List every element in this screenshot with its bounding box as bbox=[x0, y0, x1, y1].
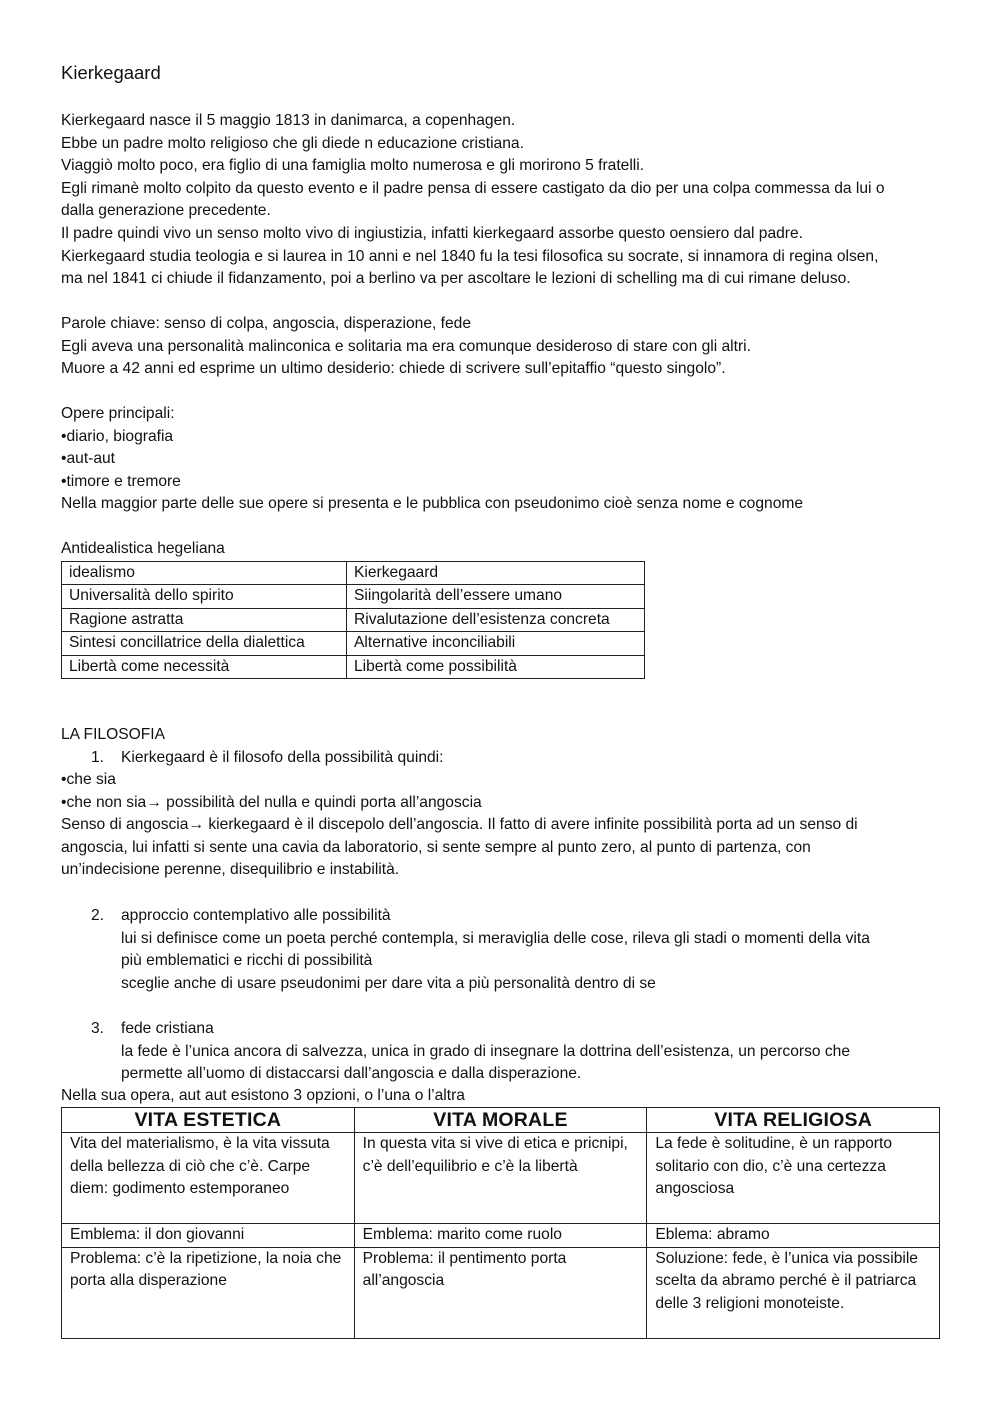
table-cell: Problema: c’è la ripetizione, la noia che porta alla disperazione bbox=[62, 1247, 355, 1338]
text-line: più emblematici e ricchi di possibilità bbox=[121, 952, 373, 970]
list-item-text: possibilità del nulla e quindi porta all’angoscia bbox=[161, 793, 482, 811]
list-item-text: che non sia bbox=[66, 793, 147, 811]
table-cell: Eblema: abramo bbox=[647, 1224, 940, 1248]
options-line: Nella sua opera, aut aut esistono 3 opzioni, o l’una o l’altra bbox=[61, 1087, 465, 1104]
numbered-item-2 bbox=[61, 905, 941, 995]
item-text: Kierkegaard è il filosofo della possibilità quindi: bbox=[121, 749, 444, 766]
table-cell: idealismo bbox=[62, 562, 347, 585]
text-line bbox=[61, 814, 941, 837]
column-header: VITA RELIGIOSA bbox=[647, 1108, 940, 1133]
text-line: Parole chiave: senso di colpa, angoscia, disperazione, fede bbox=[61, 315, 472, 332]
table-row bbox=[62, 1224, 940, 1248]
table-cell: Problema: il pentimento porta all’angoscia bbox=[354, 1247, 647, 1338]
table-header-row bbox=[62, 1108, 940, 1133]
item-title: approccio contemplativo alle possibilità bbox=[121, 907, 391, 924]
table-cell: Universalità dello spirito bbox=[62, 585, 347, 608]
list-item: • timore e tremore bbox=[61, 471, 941, 494]
table-row bbox=[62, 655, 645, 678]
text-line: la fede è l’unica ancora di salvezza, unica in grado di insegnare la dottrina dell’esistenza, un percorso che bbox=[121, 1042, 851, 1060]
table-cell: Alternative inconciliabili bbox=[347, 632, 645, 655]
works-heading: Opere principali: bbox=[61, 405, 175, 422]
text-line: ma nel 1841 ci chiude il fidanzamento, poi a berlino va per ascoltare le lezioni di schelling ma di cui rimane deluso. bbox=[61, 270, 851, 288]
possibility-list bbox=[61, 769, 941, 882]
column-header: VITA MORALE bbox=[354, 1108, 647, 1133]
table-cell: Rivalutazione dell’esistenza concreta bbox=[347, 608, 645, 631]
table-row bbox=[62, 632, 645, 655]
works-section bbox=[61, 403, 941, 516]
text-line: dalla generazione precedente. bbox=[61, 202, 271, 220]
stages-table bbox=[61, 1107, 940, 1339]
list-item: • aut-aut bbox=[61, 448, 941, 471]
table-row bbox=[62, 608, 645, 631]
text-line: Egli rimanè molto colpito da questo evento e il padre pensa di essere castigato da dio per una colpa commessa da lui o bbox=[61, 179, 885, 197]
item-body bbox=[121, 905, 941, 995]
text-line: angoscia, lui infatti si sente una cavia da laboratorio, si sente sempre al punto zero, al punto di partenza, con bbox=[61, 838, 811, 856]
table-cell: Libertà come possibilità bbox=[347, 655, 645, 678]
comparison-table bbox=[61, 561, 645, 679]
intro-paragraph bbox=[61, 110, 941, 291]
table-row bbox=[62, 1133, 940, 1224]
table-row bbox=[62, 562, 645, 585]
table-cell: Soluzione: fede, è l’unica via possibile scelta da abramo perché è il patriarca delle 3 religioni monoteiste. bbox=[647, 1247, 940, 1338]
sense-label: Senso di angoscia bbox=[61, 816, 189, 834]
text-line: Il padre quindi vivo un senso molto vivo di ingiustizia, infatti kierkegaard assorbe questo oensiero dal padre. bbox=[61, 224, 803, 242]
sense-text: kierkegaard è il discepolo dell’angoscia. Il fatto di avere infinite possibilità porta ad un senso di bbox=[204, 816, 858, 834]
arrow-icon: → bbox=[188, 816, 205, 834]
text-line: sceglie anche di usare pseudonimi per dare vita a più personalità dentro di se bbox=[121, 974, 656, 992]
numbered-item-1 bbox=[61, 747, 941, 769]
table-cell: Siingolarità dell’essere umano bbox=[347, 585, 645, 608]
keywords-paragraph bbox=[61, 313, 941, 381]
text-line: un’indecisione perenne, disequilibrio e instabilità. bbox=[61, 861, 400, 879]
table-row bbox=[62, 585, 645, 608]
document-title: Kierkegaard bbox=[61, 62, 161, 83]
text-line: Kierkegaard studia teologia e si laurea in 10 anni e nel 1840 fu la tesi filosofica su socrate, si innamora di regina olsen, bbox=[61, 247, 879, 265]
text-line: Egli aveva una personalità malinconica e solitaria ma era comunque desideroso di stare con gli altri. bbox=[61, 337, 751, 355]
list-item: • diario, biografia bbox=[61, 426, 941, 449]
works-note: Nella maggior parte delle sue opere si presenta e le pubblica con pseudonimo cioè senza nome e cognome bbox=[61, 495, 804, 513]
table-cell: Kierkegaard bbox=[347, 562, 645, 585]
text-line: permette all’uomo di distaccarsi dall’angoscia e dalla disperazione. bbox=[121, 1065, 582, 1083]
arrow-icon: → bbox=[146, 793, 162, 811]
text-line: Ebbe un padre molto religioso che gli diede n educazione cristiana. bbox=[61, 134, 524, 152]
item-number: 3. bbox=[91, 1020, 105, 1037]
numbered-item-3 bbox=[61, 1018, 941, 1086]
text-line: lui si definisce come un poeta perché contempla, si meraviglia delle cose, rileva gli stadi o momenti della vita bbox=[121, 929, 870, 947]
item-body bbox=[121, 1018, 941, 1086]
text-line: Muore a 42 anni ed esprime un ultimo desiderio: chiede di scrivere sull’epitaffio “questo singolo”. bbox=[61, 360, 726, 378]
table-cell: In questa vita si vive di etica e pricnipi, c’è dell’equilibrio e c’è la libertà bbox=[354, 1133, 647, 1224]
text-line: Viaggiò molto poco, era figlio di una famiglia molto numerosa e gli morirono 5 fratelli. bbox=[61, 157, 645, 175]
table-cell: Ragione astratta bbox=[62, 608, 347, 631]
section-heading: LA FILOSOFIA bbox=[61, 726, 165, 743]
item-number: 2. bbox=[91, 907, 105, 924]
column-header: VITA ESTETICA bbox=[62, 1108, 355, 1133]
text-line: Kierkegaard nasce il 5 maggio 1813 in danimarca, a copenhagen. bbox=[61, 112, 516, 129]
anti-heading: Antidealistica hegeliana bbox=[61, 540, 225, 557]
table-cell: Libertà come necessità bbox=[62, 655, 347, 678]
table-cell: Vita del materialismo, è la vita vissuta della bellezza di ciò che c’è. Carpe diem: godimento estemporaneo bbox=[62, 1133, 355, 1224]
item-title: fede cristiana bbox=[121, 1020, 214, 1037]
list-item bbox=[61, 792, 941, 815]
table-row bbox=[62, 1247, 940, 1338]
table-cell: Sintesi concillatrice della dialettica bbox=[62, 632, 347, 655]
item-number: 1. bbox=[91, 749, 105, 766]
table-cell: Emblema: marito come ruolo bbox=[354, 1224, 647, 1248]
list-item: • che sia bbox=[61, 769, 941, 792]
table-cell: La fede è solitudine, è un rapporto solitario con dio, c’è una certezza angosciosa bbox=[647, 1133, 940, 1224]
table-cell: Emblema: il don giovanni bbox=[62, 1224, 355, 1248]
